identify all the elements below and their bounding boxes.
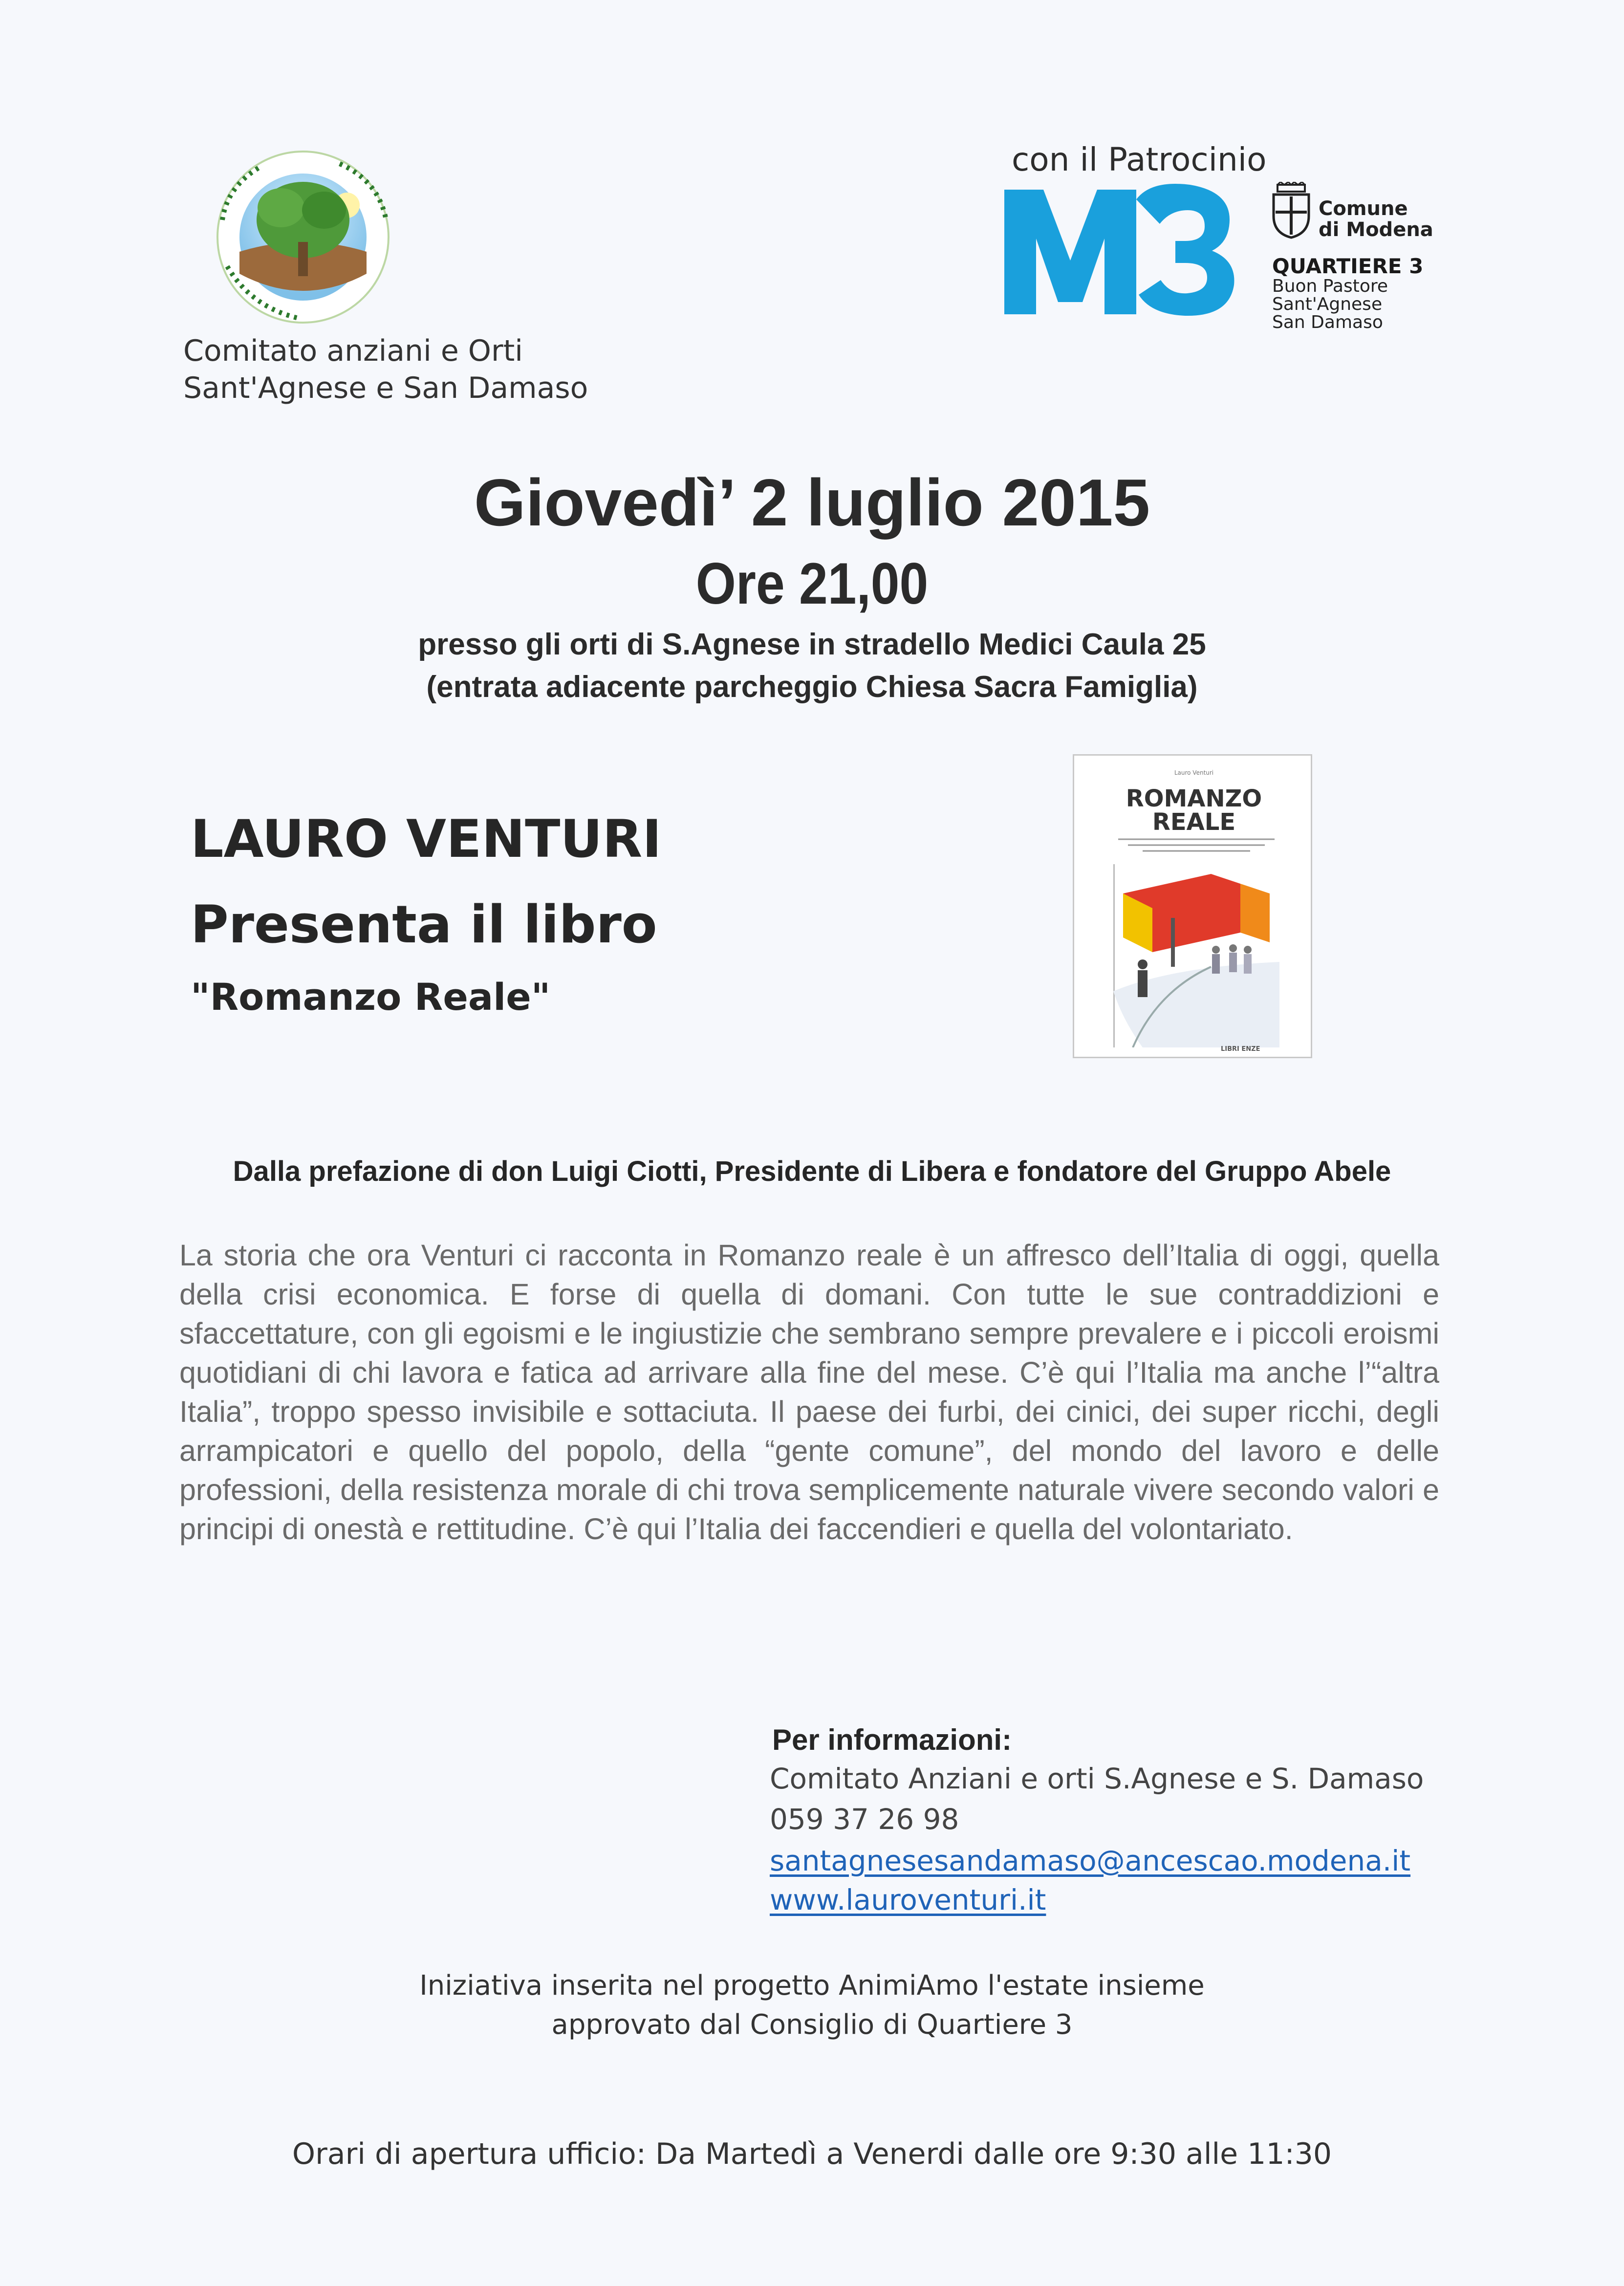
comune-crest-icon <box>1271 182 1312 239</box>
book-title: "Romanzo Reale" <box>191 975 551 1019</box>
m3-logo <box>1004 180 1268 317</box>
book-cover-image <box>1073 754 1312 1058</box>
quartiere-area-line: Sant'Agnese <box>1272 294 1383 314</box>
event-time: Ore 21,00 <box>695 551 929 616</box>
preface-text: La storia che ora Venturi ci racconta in Romanzo reale è un affresco dell’Italia di oggi, quella della crisi economica. E forse di quella di domani. Con tutte le sue contraddizioni e sfaccettature, con gli egoismi e le ingiustizie che sembrano sempre prevalere e i piccoli eroismi quotidiani di chi lavora e fatica ad arrivare alla fine del mese. C’è qui l’Italia ma anche l’“altra Italia”, troppo spesso invisibile e sottaciuta. Il paese dei furbi, dei cinici, dei super ricchi, degli arrampicatori e quello del popolo, della “gente comune”, del mondo del lavoro e delle professioni, della resistenza morale di chi trova semplicemente naturale vivere secondo valori e principi di onestà e rettitudine. C’è qui l’Italia dei faccendieri e quella del volontariato. <box>179 1239 1439 1546</box>
cover-subtitle-lines <box>1113 836 1279 858</box>
cover-title-line-2: REALE <box>1152 808 1236 836</box>
cover-author: Lauro Venturi <box>1174 769 1214 776</box>
association-tree-logo <box>193 147 413 332</box>
info-organization: Comitato Anziani e orti S.Agnese e S. Damaso <box>770 1762 1424 1795</box>
info-phone: 059 37 26 98 <box>770 1803 959 1836</box>
patronage-label: con il Patrocinio <box>1012 141 1267 178</box>
author-name: LAURO VENTURI <box>191 809 662 869</box>
event-date: Giovedì’ 2 luglio 2015 <box>474 465 1150 540</box>
initiative-line-1: Iniziativa inserita nel progetto AnimiAmo l'estate insieme <box>419 1970 1205 2002</box>
comune-label-line-2: di Modena <box>1319 218 1433 241</box>
office-hours: Orari di apertura ufficio: Da Martedì a Venerdi dalle ore 9:30 alle 11:30 <box>292 2137 1332 2171</box>
event-venue-line-2: (entrata adiacente parcheggio Chiesa Sacra Famiglia) <box>426 670 1198 704</box>
cover-publisher: LIBRI ENZE <box>1221 1045 1260 1053</box>
cover-illustration <box>1113 864 1279 1047</box>
event-venue-line-1: presso gli orti di S.Agnese in stradello Medici Caula 25 <box>418 628 1206 661</box>
info-website-link[interactable]: www.lauroventuri.it <box>770 1883 1046 1916</box>
info-heading: Per informazioni: <box>772 1723 1012 1756</box>
cover-title-line-1: ROMANZO <box>1126 785 1262 812</box>
presents-book-label: Presenta il libro <box>191 894 657 955</box>
preface-heading: Dalla prefazione di don Luigi Ciotti, Presidente di Libera e fondatore del Gruppo Abele <box>233 1155 1391 1187</box>
quartiere-title: QUARTIERE 3 <box>1272 254 1424 278</box>
initiative-line-2: approvato dal Consiglio di Quartiere 3 <box>551 2009 1073 2041</box>
quartiere-area-line: Buon Pastore <box>1272 276 1388 296</box>
comune-label-line-1: Comune <box>1319 197 1408 220</box>
organization-name-line-1: Comitato anziani e Orti <box>183 334 523 368</box>
quartiere-area-line: San Damaso <box>1272 312 1383 332</box>
info-email-link[interactable]: santagnesesandamaso@ancescao.modena.it <box>770 1844 1411 1877</box>
organization-name-line-2: Sant'Agnese e San Damaso <box>183 371 588 405</box>
